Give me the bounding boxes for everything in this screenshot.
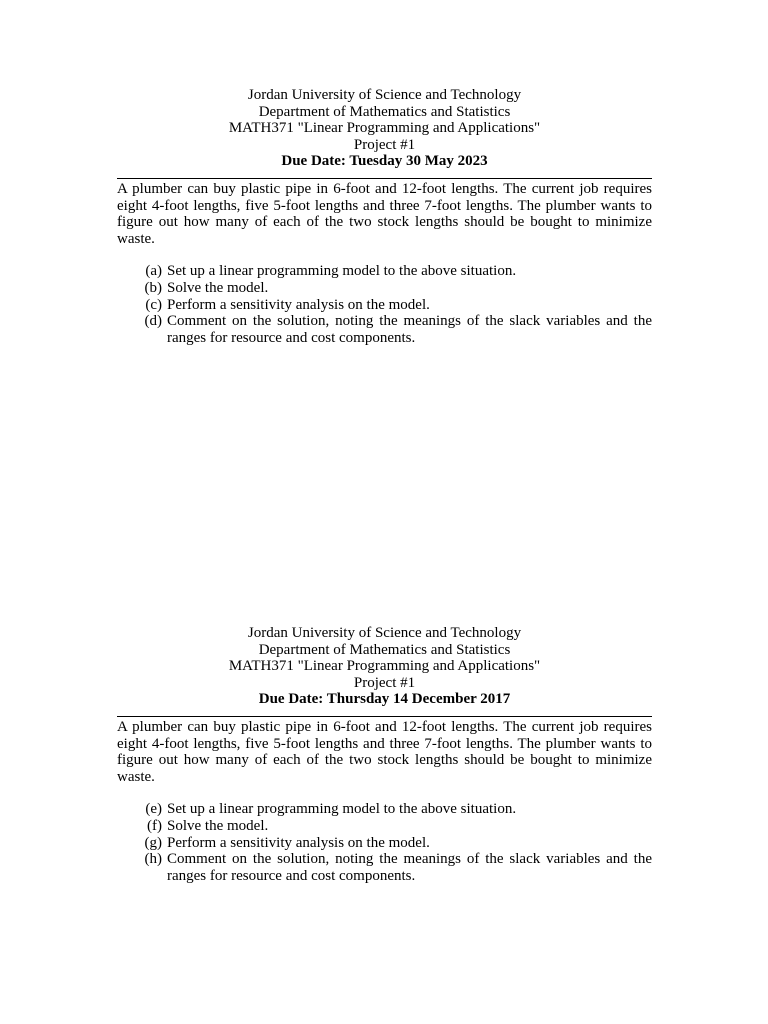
- task-marker: (b): [144, 279, 162, 296]
- project-sheet-1: [117, 87, 652, 346]
- list-item: [117, 818, 652, 835]
- task-text: Solve the model.: [167, 817, 269, 834]
- problem-statement: A plumber can buy plastic pipe in 6-foot and 12-foot lengths. The current job requires eight 4-foot lengths, five 5-foot lengths and three 7-foot lengths. The plumber wants to figure out how many of each of the two stock lengths should be bought to minimize waste.: [117, 180, 652, 247]
- task-marker: (d): [144, 313, 162, 330]
- department-name: Department of Mathematics and Statistics: [258, 103, 511, 120]
- task-text: Set up a linear programming model to the above situation.: [167, 263, 517, 280]
- list-item: [117, 801, 652, 818]
- document-header: [117, 87, 652, 170]
- course-title: MATH371 "Linear Programming and Applications": [228, 658, 541, 675]
- task-text: Comment on the solution, noting the meanings of the slack variables and the ranges for resource and cost components.: [167, 851, 652, 884]
- list-item: [117, 313, 652, 346]
- task-text: Perform a sensitivity analysis on the model.: [167, 296, 430, 313]
- list-item: [117, 280, 652, 297]
- list-item: [117, 835, 652, 852]
- due-date: Due Date: Thursday 14 December 2017: [258, 691, 511, 708]
- project-number: Project #1: [353, 136, 416, 153]
- divider-rule: [117, 178, 652, 179]
- university-name: Jordan University of Science and Technology: [247, 87, 522, 103]
- task-list: [117, 801, 652, 884]
- divider-rule: [117, 716, 652, 717]
- project-sheet-2: [117, 625, 652, 884]
- due-date: Due Date: Tuesday 30 May 2023: [281, 153, 488, 170]
- list-item: [117, 851, 652, 884]
- university-name: Jordan University of Science and Technology: [247, 625, 522, 641]
- task-marker: (a): [145, 263, 162, 280]
- task-marker: (f): [147, 817, 162, 834]
- task-marker: (h): [144, 851, 162, 868]
- task-marker: (c): [145, 296, 162, 313]
- document-header: [117, 625, 652, 708]
- project-number: Project #1: [353, 674, 416, 691]
- department-name: Department of Mathematics and Statistics: [258, 641, 511, 658]
- task-list: [117, 263, 652, 346]
- problem-statement: A plumber can buy plastic pipe in 6-foot and 12-foot lengths. The current job requires eight 4-foot lengths, five 5-foot lengths and three 7-foot lengths. The plumber wants to figure out how many of each of the two stock lengths should be bought to minimize waste.: [117, 718, 652, 785]
- task-marker: (g): [144, 834, 162, 851]
- task-text: Comment on the solution, noting the meanings of the slack variables and the ranges for resource and cost components.: [167, 313, 652, 346]
- list-item: [117, 297, 652, 314]
- course-title: MATH371 "Linear Programming and Applications": [228, 120, 541, 137]
- task-marker: (e): [145, 801, 162, 818]
- task-text: Set up a linear programming model to the above situation.: [167, 801, 517, 818]
- task-text: Perform a sensitivity analysis on the model.: [167, 834, 430, 851]
- task-text: Solve the model.: [167, 279, 269, 296]
- list-item: [117, 263, 652, 280]
